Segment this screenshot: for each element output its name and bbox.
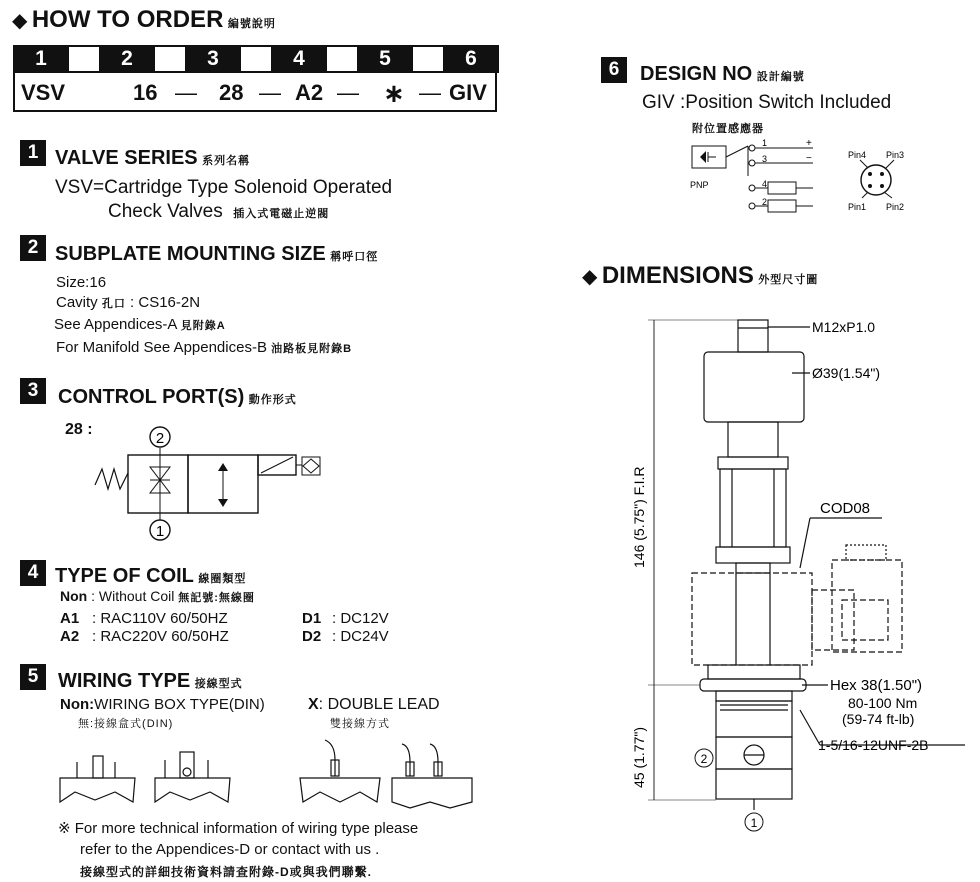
coil-type-heading: TYPE OF COIL — [55, 565, 194, 587]
wiring-note-line2: refer to the Appendices-D or contact with us . — [80, 841, 380, 858]
m12-label: M12xP1.0 — [812, 319, 876, 335]
port-1-label: 1 — [155, 523, 165, 540]
cod-label: COD08 — [820, 500, 871, 517]
pin2-label: Pin2 — [886, 202, 905, 212]
wiring-note-line1: ※ For more technical information of wiring type please — [58, 820, 419, 837]
svg-text:1: 1 — [762, 138, 768, 148]
torque-ftlb-label: (59-74 ft-lb) — [842, 711, 915, 727]
order-header — [12, 6, 276, 34]
size-value: Size:16 — [56, 274, 107, 291]
wiring-non-zh: 無:接線盒式(DIN) — [78, 718, 174, 730]
control-port-heading-zh: 動作形式 — [248, 394, 297, 406]
section-number-5: 5 — [20, 664, 46, 690]
order-dash: — — [337, 80, 359, 105]
wiring-type-heading-zh: 接線型式 — [194, 678, 243, 690]
coil-a2-row: A2 : RAC220V 60/50HZ — [60, 628, 229, 645]
din-box-ground-drawing — [155, 752, 230, 802]
valve-series-heading-zh: 系列名稱 — [202, 155, 251, 167]
dimensions-header — [582, 262, 818, 290]
valve-series-heading: VALVE SERIES — [55, 147, 198, 169]
design-giv-zh: 附位置感應器 — [692, 123, 764, 135]
pnp-label: PNP — [690, 180, 709, 190]
diameter-label: Ø39(1.54") — [812, 365, 881, 381]
section-number-4: 4 — [20, 560, 46, 586]
order-code-a2: A2 — [295, 80, 324, 105]
diamond-icon: ◆ — [582, 266, 598, 288]
wiring-note-line3: 接線型式的詳細技術資料請查附錄-D或與我們聯繫. — [80, 865, 372, 879]
wiring-x-row: X: DOUBLE LEAD — [308, 696, 440, 713]
order-num-3: 3 — [186, 46, 240, 72]
order-dash: — — [175, 80, 197, 105]
valve-series-line1: VSV=Cartridge Type Solenoid Operated — [55, 177, 393, 198]
svg-text:3: 3 — [762, 154, 768, 164]
order-num-4: 4 — [272, 46, 326, 72]
mounting-size-heading: SUBPLATE MOUNTING SIZE — [55, 243, 326, 265]
control-port-code: 28 : — [65, 421, 93, 438]
appendices-b-link: For Manifold See Appendices-B 油路板見附錄B — [56, 339, 353, 356]
wiring-x-zh: 雙接線方式 — [330, 718, 390, 730]
order-dash: — — [419, 80, 441, 105]
coil-type-heading-zh: 線圈類型 — [198, 573, 247, 585]
hydraulic-symbol — [90, 425, 340, 545]
dimension-drawing — [620, 300, 975, 840]
appendices-a-link: See Appendices-A 見附錄A — [54, 316, 226, 333]
order-code-vsv: VSV — [21, 80, 66, 105]
order-code-16: 16 — [133, 80, 158, 105]
order-code-table — [13, 45, 499, 73]
din-box-drawing — [60, 756, 135, 802]
hex-label: Hex 38(1.50") — [830, 677, 923, 694]
section-number-3: 3 — [20, 378, 46, 404]
valve-series-line2: Check Valves — [108, 201, 223, 222]
diamond-icon: ◆ — [12, 10, 28, 32]
order-code-star: ∗ — [383, 78, 405, 108]
dimensions-title: DIMENSIONS — [601, 262, 754, 289]
total-length-label: 146 (5.75") F.I.R — [631, 466, 647, 568]
wiring-non-row: Non:WIRING BOX TYPE(DIN) — [60, 696, 265, 713]
order-num-1: 1 — [14, 46, 68, 72]
coil-non-row: Non : Without Coil 無記號:無線圈 — [60, 588, 255, 604]
design-no-heading: DESIGN NO — [640, 63, 753, 85]
design-no-heading-zh: 設計編號 — [756, 71, 805, 83]
wiring-type-heading: WIRING TYPE — [58, 670, 191, 692]
order-dash: — — [259, 80, 281, 105]
double-lead-drawing-2 — [392, 744, 472, 808]
section-number-2: 2 — [20, 235, 46, 261]
design-giv: GIV :Position Switch Included — [642, 92, 892, 113]
pin4-label: Pin4 — [848, 150, 867, 160]
port-2-label: 2 — [155, 430, 165, 447]
dim-port-2: 2 — [700, 752, 708, 766]
svg-text:2: 2 — [762, 197, 768, 207]
pin1-label: Pin1 — [848, 202, 867, 212]
order-num-2: 2 — [100, 46, 154, 72]
order-code-giv: GIV — [449, 80, 487, 105]
wiring-illustrations — [55, 730, 475, 815]
position-switch-diagram — [688, 136, 928, 220]
section-number-6: 6 — [601, 57, 627, 83]
order-code-row — [13, 72, 497, 112]
page-title: HOW TO ORDER — [31, 6, 224, 33]
page-title-zh: 編號說明 — [227, 18, 276, 30]
dimensions-title-zh: 外型尺寸圖 — [758, 274, 819, 286]
section-number-1: 1 — [20, 140, 46, 166]
order-num-5: 5 — [358, 46, 412, 72]
pin3-label: Pin3 — [886, 150, 905, 160]
mounting-size-heading-zh: 稱呼口徑 — [330, 251, 379, 263]
svg-text:+: + — [806, 138, 812, 149]
order-code-28: 28 — [219, 80, 244, 105]
coil-a1-row: A1 : RAC110V 60/50HZ — [60, 610, 228, 627]
svg-text:4: 4 — [762, 179, 768, 189]
coil-d2-row: D2 : DC24V — [302, 628, 389, 645]
double-lead-drawing-1 — [300, 740, 380, 802]
order-num-6: 6 — [444, 46, 498, 72]
control-port-heading: CONTROL PORT(S) — [58, 386, 245, 408]
valve-series-line2-zh: 插入式電磁止逆閥 — [233, 208, 330, 220]
lower-length-label: 45 (1.77") — [631, 726, 647, 788]
cavity-line: Cavity 孔口 : CS16-2N — [56, 294, 201, 311]
dim-port-1: 1 — [750, 816, 758, 830]
svg-text:−: − — [806, 153, 812, 164]
thread-label: 1-5/16-12UNF-2B — [818, 737, 929, 753]
torque-nm-label: 80-100 Nm — [848, 695, 918, 711]
coil-d1-row: D1 : DC12V — [302, 610, 389, 627]
